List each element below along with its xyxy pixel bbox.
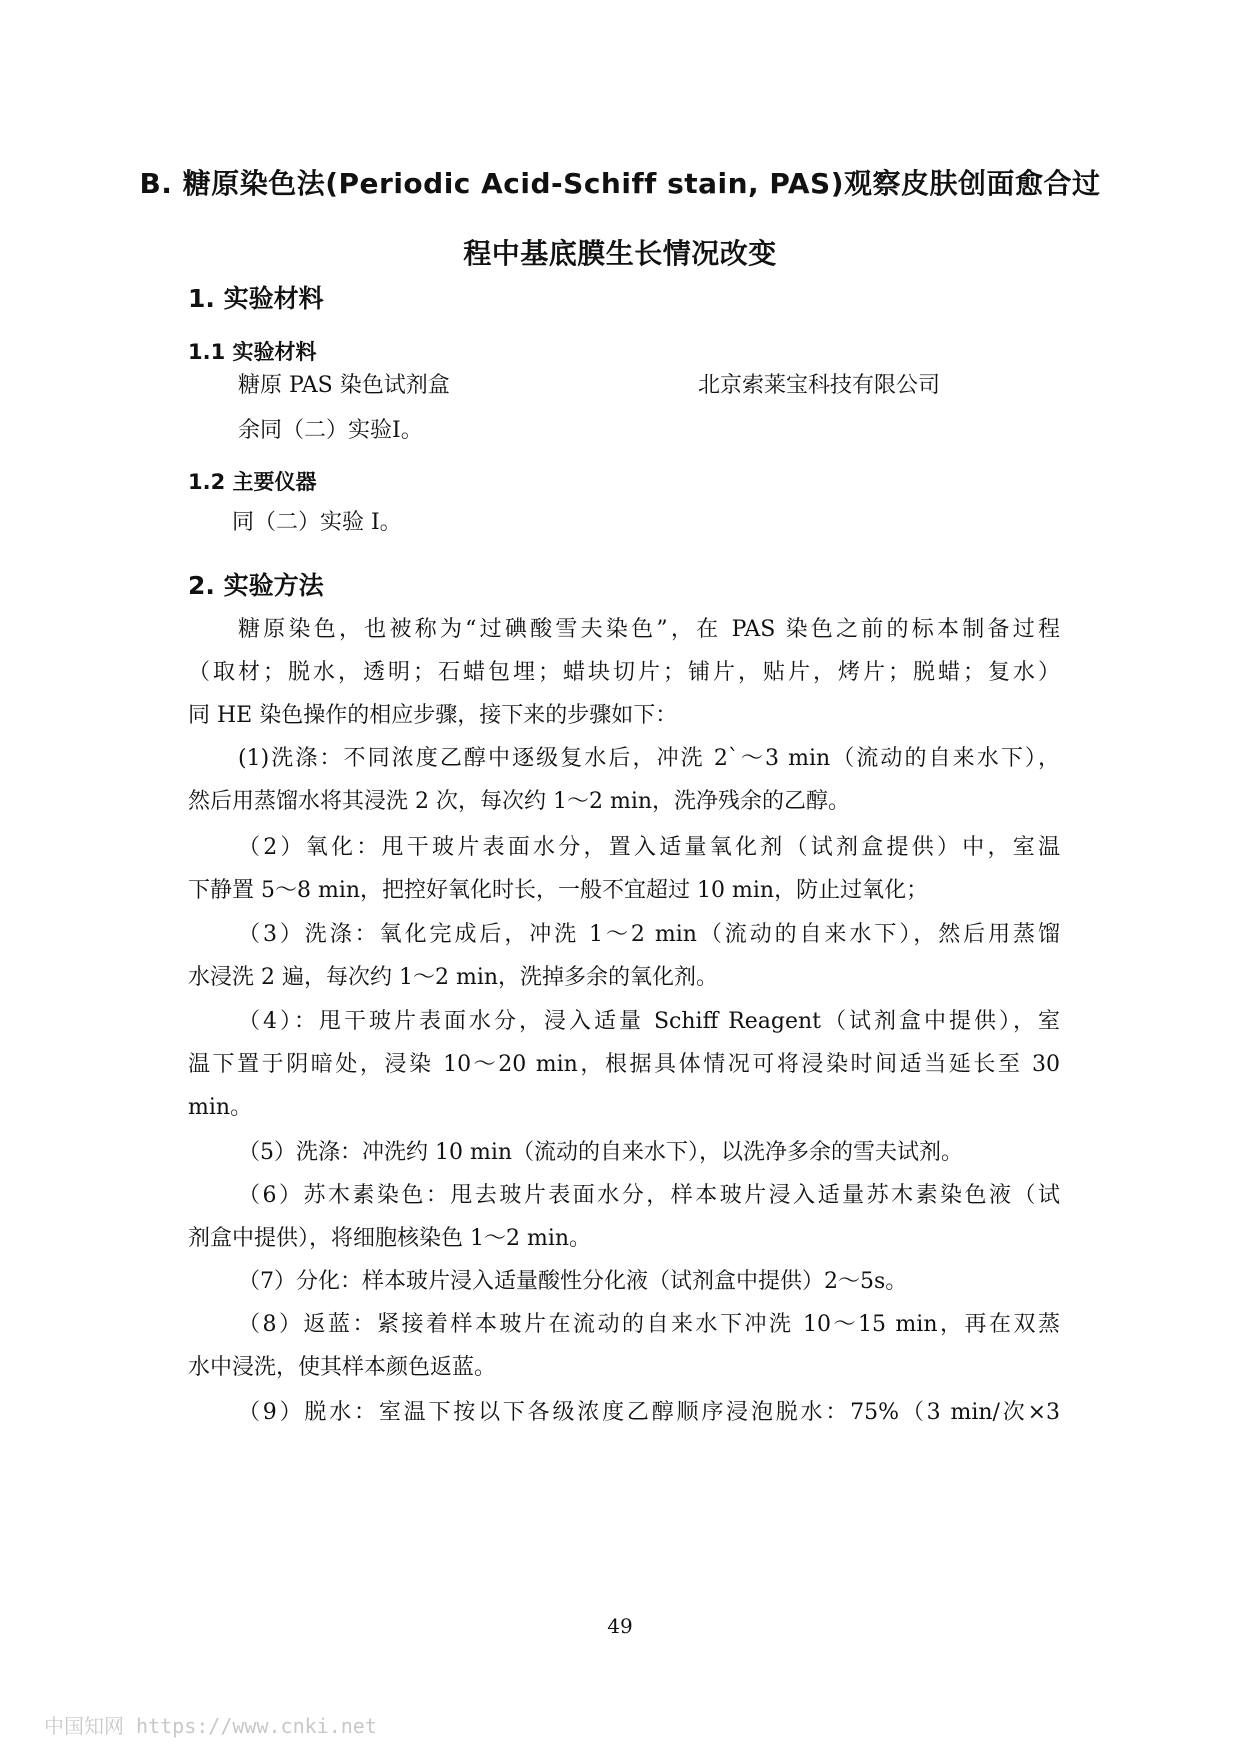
subsection-1-2-heading: 1.2 主要仪器 — [188, 470, 317, 494]
section-1-heading: 1. 实验材料 — [188, 284, 324, 313]
page-number: 49 — [607, 1614, 633, 1638]
step-3-line: （3）洗涤：氧化完成后，冲洗 1～2 min（流动的自来水下），然后用蒸馏 — [238, 922, 1060, 947]
step-9-line: （9）脱水：室温下按以下各级浓度乙醇顺序浸泡脱水：75%（3 min/次×3 — [238, 1400, 1060, 1425]
step-8-line: （8）返蓝：紧接着样本玻片在流动的自来水下冲洗 10～15 min，再在双蒸 — [238, 1312, 1060, 1337]
instruments-note: 同（二）实验 I。 — [232, 510, 402, 535]
document-title-line-1: B. 糖原染色法(Periodic Acid-Schiff stain, PAS)观察皮肤创面愈合过 — [139, 167, 1101, 200]
section-2-heading: 2. 实验方法 — [188, 571, 324, 600]
step-1-line: (1)洗涤：不同浓度乙醇中逐级复水后，冲洗 2`～3 min（流动的自来水下）， — [238, 746, 1060, 771]
method-intro-line: 同 HE 染色操作的相应步骤，接下来的步骤如下： — [188, 703, 678, 728]
step-6-line: （6）苏木素染色：甩去玻片表面水分，样本玻片浸入适量苏木素染色液（试 — [238, 1183, 1060, 1208]
method-intro-line: （取材；脱水，透明；石蜡包埋；蜡块切片；铺片，贴片，烤片；脱蜡；复水） — [188, 660, 1060, 685]
step-2-line: 下静置 5～8 min，把控好氧化时长，一般不宜超过 10 min，防止过氧化； — [188, 878, 929, 903]
cnki-watermark: 中国知网 https://www.cnki.net — [44, 1714, 377, 1738]
step-1-line: 然后用蒸馏水将其浸洗 2 次，每次约 1～2 min，洗净残余的乙醇。 — [188, 789, 851, 814]
step-7-line: （7）分化：样本玻片浸入适量酸性分化液（试剂盒中提供）2～5s。 — [238, 1269, 908, 1294]
material-name: 糖原 PAS 染色试剂盒 — [238, 373, 450, 398]
document-title-line-2: 程中基底膜生长情况改变 — [463, 237, 777, 270]
step-8-line: 水中浸洗，使其样本颜色返蓝。 — [188, 1355, 497, 1380]
step-2-line: （2）氧化：甩干玻片表面水分，置入适量氧化剂（试剂盒提供）中，室温 — [238, 835, 1060, 860]
step-6-line: 剂盒中提供），将细胞核染色 1～2 min。 — [188, 1226, 592, 1251]
step-4-line: （4）：甩干玻片表面水分，浸入适量 Schiff Reagent（试剂盒中提供），室 — [238, 1009, 1060, 1034]
method-intro-line: 糖原染色，也被称为“过碘酸雪夫染色”，在 PAS 染色之前的标本制备过程 — [238, 617, 1060, 642]
step-4-line: min。 — [188, 1095, 253, 1120]
step-3-line: 水浸洗 2 遍，每次约 1～2 min，洗掉多余的氧化剂。 — [188, 965, 719, 990]
materials-note: 余同（二）实验I。 — [238, 418, 423, 443]
step-4-line: 温下置于阴暗处，浸染 10～20 min，根据具体情况可将浸染时间适当延长至 30 — [188, 1052, 1060, 1077]
subsection-1-1-heading: 1.1 实验材料 — [188, 340, 317, 364]
material-supplier: 北京索莱宝科技有限公司 — [698, 373, 941, 398]
step-5-line: （5）洗涤：冲洗约 10 min（流动的自来水下），以洗净多余的雪夫试剂。 — [238, 1140, 964, 1165]
